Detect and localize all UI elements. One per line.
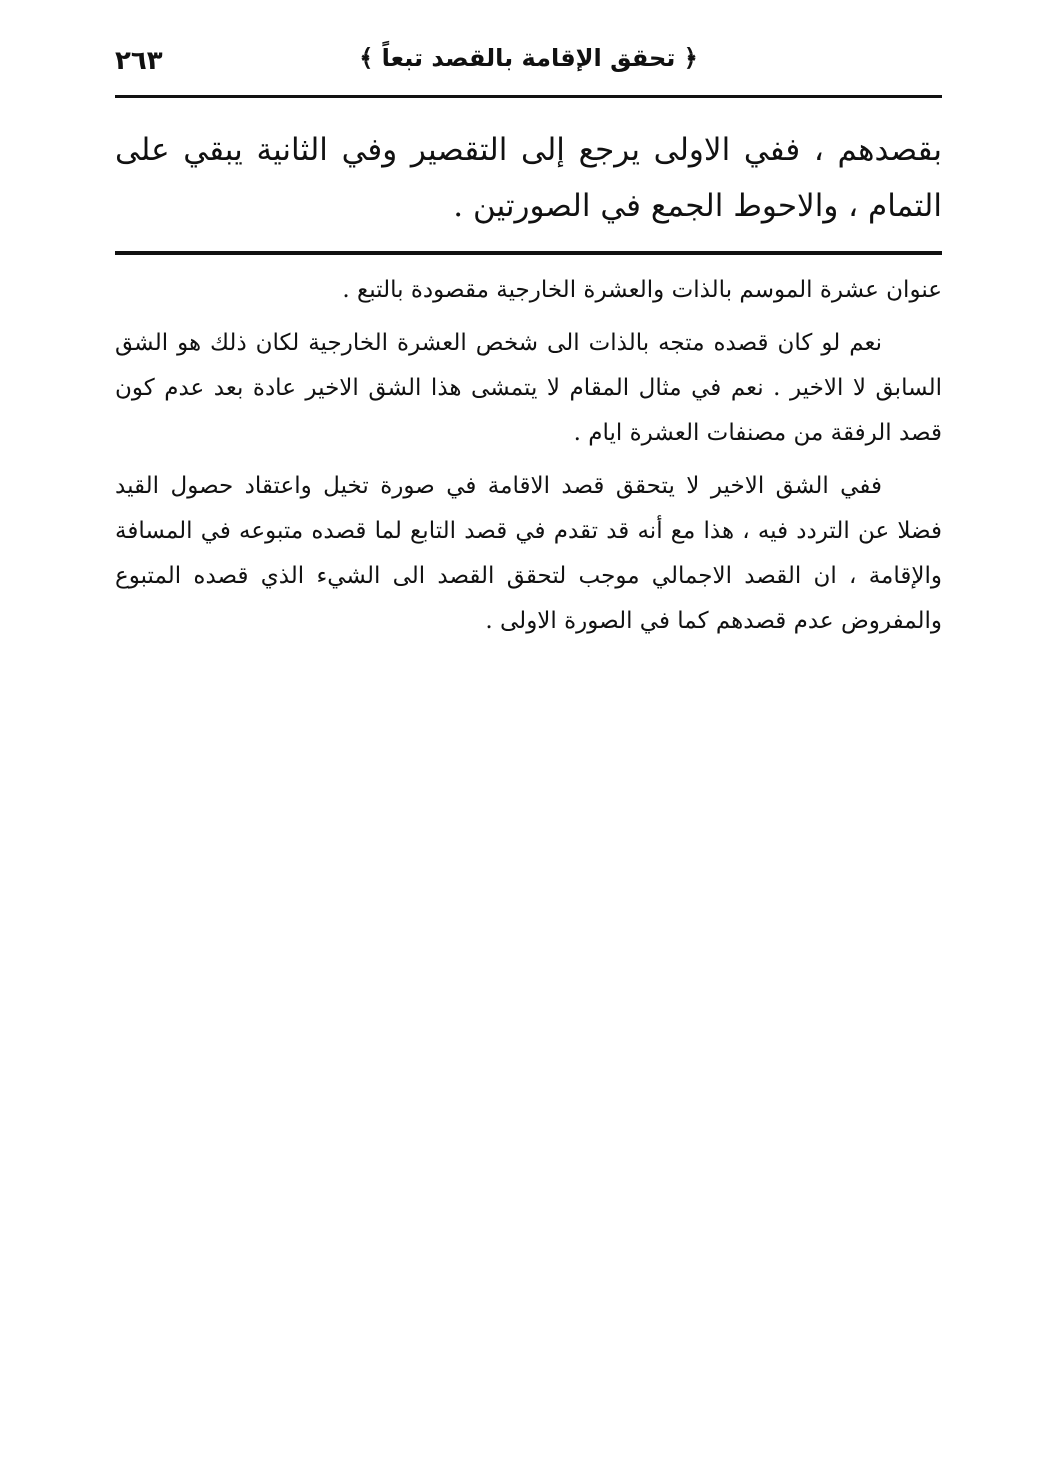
footnote-separator [115,251,942,255]
page-header [115,38,942,88]
running-title: ﴿ تحقق الإقامة بالقصد تبعاً ﴾ [359,44,698,72]
footnote-paragraph: نعم لو كان قصده متجه بالذات الى شخص العشرة الخارجية لكان ذلك هو الشق السابق لا الاخير . نعم في مثال المقام لا يتمشى هذا الشق الاخير عادة بعد عدم كون قصد الرفقة من مصنفات العشرة ايام . [115,330,942,446]
main-text [115,122,942,234]
footnote-paragraph: ففي الشق الاخير لا يتحقق قصد الاقامة في صورة تخيل واعتقاد حصول القيد فضلا عن التردد فيه ، هذا مع أنه قد تقدم في قصد التابع لما قصده متبوعه في المسافة والإقامة ، ان القصد الاجمالي موجب لتحقق القصد الى الشيء الذي قصده المتبوع والمفروض عدم قصدهم كما في الصورة الاولى . [115,473,942,634]
page-number: ٢٦٣ [115,46,163,76]
main-paragraph: بقصدهم ، ففي الاولى يرجع إلى التقصير وفي الثانية يبقي على التمام ، والاحوط الجمع في الصورتين . [115,132,942,224]
footnote-section [115,268,942,652]
footnote-paragraph: عنوان عشرة الموسم بالذات والعشرة الخارجية مقصودة بالتبع . [342,277,942,303]
header-rule [115,95,942,98]
